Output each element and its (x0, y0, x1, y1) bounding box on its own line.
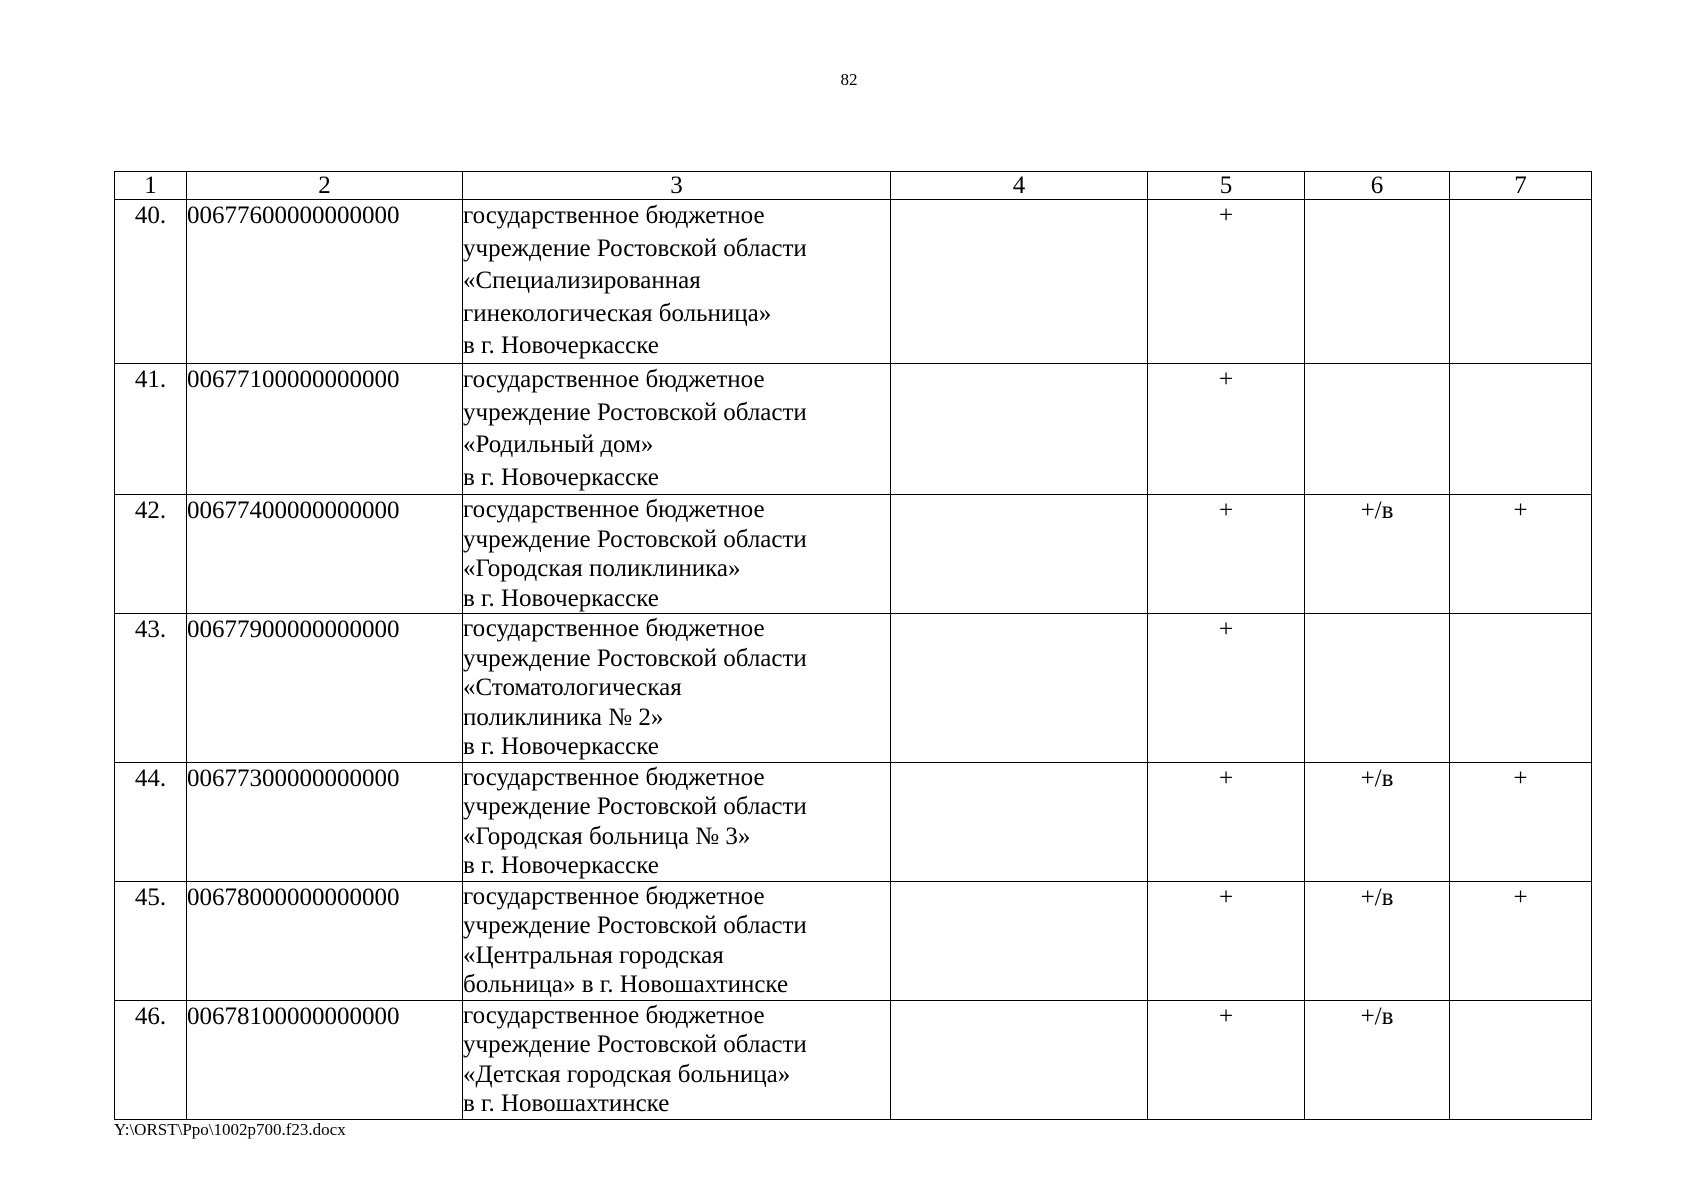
row-number: 41. (115, 364, 187, 495)
row-col-7 (1450, 1000, 1592, 1119)
row-col-4 (891, 200, 1148, 364)
table-header-row (115, 172, 1592, 200)
row-col-5: + (1148, 495, 1305, 614)
row-name: государственное бюджетное учреждение Ростовской области «Родильный дом» в г. Новочеркасске (463, 366, 807, 491)
row-col-4 (891, 762, 1148, 881)
row-col-6 (1305, 364, 1450, 495)
row-code: 00678100000000000 (187, 1000, 463, 1119)
footer-file-path: Y:\ORST\Ppo\1002p700.f23.docx (114, 1120, 346, 1139)
column-header: 7 (1450, 172, 1592, 200)
page-number: 82 (840, 70, 858, 89)
row-col-7 (1450, 200, 1592, 364)
row-col-6: +/в (1305, 495, 1450, 614)
column-header: 3 (463, 172, 891, 200)
row-col-7 (1450, 614, 1592, 763)
row-name: государственное бюджетное учреждение Ростовской области «Специализированная гинекологическая больница» в г. Новочеркасске (463, 202, 807, 359)
table-row (115, 614, 1592, 763)
row-col-6: +/в (1305, 881, 1450, 1000)
row-col-7 (1450, 364, 1592, 495)
row-code: 00678000000000000 (187, 881, 463, 1000)
row-col-4 (891, 881, 1148, 1000)
row-col-6: +/в (1305, 762, 1450, 881)
row-number: 45. (115, 881, 187, 1000)
column-header: 5 (1148, 172, 1305, 200)
row-name: государственное бюджетное учреждение Ростовской области «Детская городская больница» в г. Новошахтинске (463, 1001, 807, 1117)
row-col-7: + (1450, 762, 1592, 881)
row-col-6 (1305, 200, 1450, 364)
row-name: государственное бюджетное учреждение Ростовской области «Стоматологическая поликлиника № 2» в г. Новочеркасске (463, 615, 807, 760)
row-col-5: + (1148, 200, 1305, 364)
row-name: государственное бюджетное учреждение Ростовской области «Городская больница № 3» в г. Новочеркасске (463, 763, 807, 879)
row-col-5: + (1148, 1000, 1305, 1119)
document-table (114, 171, 1592, 1120)
row-number: 43. (115, 614, 187, 763)
row-code: 00677400000000000 (187, 495, 463, 614)
row-number: 42. (115, 495, 187, 614)
row-name: государственное бюджетное учреждение Ростовской области «Городская поликлиника» в г. Новочеркасске (463, 496, 807, 612)
row-col-4 (891, 495, 1148, 614)
row-col-4 (891, 364, 1148, 495)
column-header: 2 (187, 172, 463, 200)
row-code: 00677900000000000 (187, 614, 463, 763)
table-row (115, 495, 1592, 614)
table-row (115, 200, 1592, 364)
row-code: 00677300000000000 (187, 762, 463, 881)
row-col-7: + (1450, 881, 1592, 1000)
row-col-5: + (1148, 614, 1305, 763)
row-number: 46. (115, 1000, 187, 1119)
row-col-6: +/в (1305, 1000, 1450, 1119)
row-name: государственное бюджетное учреждение Ростовской области «Центральная городская больница» в г. Новошахтинске (463, 882, 807, 998)
row-col-7: + (1450, 495, 1592, 614)
row-code: 00677100000000000 (187, 364, 463, 495)
table-row (115, 881, 1592, 1000)
column-header: 6 (1305, 172, 1450, 200)
row-number: 40. (115, 200, 187, 364)
row-number: 44. (115, 762, 187, 881)
table-row (115, 762, 1592, 881)
table-row (115, 1000, 1592, 1119)
row-col-4 (891, 614, 1148, 763)
column-header: 1 (115, 172, 187, 200)
row-col-5: + (1148, 762, 1305, 881)
row-col-5: + (1148, 881, 1305, 1000)
column-header: 4 (891, 172, 1148, 200)
row-code: 00677600000000000 (187, 200, 463, 364)
table-row (115, 364, 1592, 495)
row-col-4 (891, 1000, 1148, 1119)
row-col-6 (1305, 614, 1450, 763)
row-col-5: + (1148, 364, 1305, 495)
